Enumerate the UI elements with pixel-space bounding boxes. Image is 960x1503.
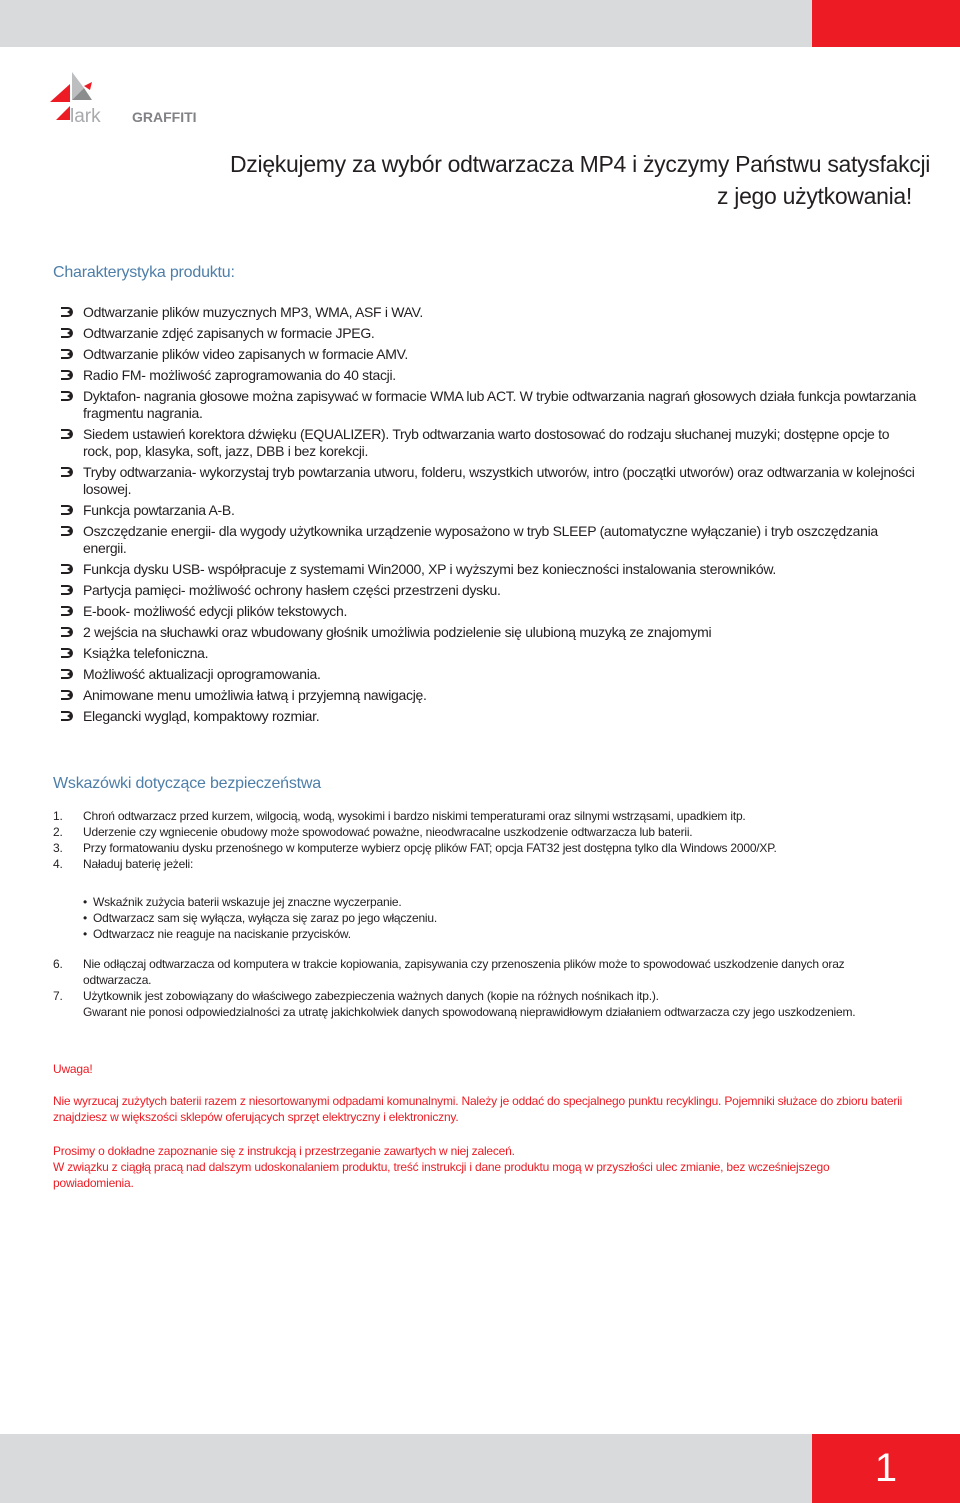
feature-text: Tryby odtwarzania- wykorzystaj tryb powtarzania utworu, folderu, wszystkich utworów, intro (początki utworów) oraz odtwarzania w kolejności losowej.	[83, 464, 915, 497]
arrow-bullet-icon	[58, 688, 74, 702]
lark-graffiti-logo	[48, 70, 238, 130]
safety-item: 2. Uderzenie czy wgniecenie obudowy może spowodować poważne, nieodwracalne uszkodzenie odtwarzacza lub baterii.	[53, 825, 693, 839]
feature-item	[58, 582, 918, 599]
svg-text:lark: lark	[70, 106, 101, 127]
thank-you-heading	[230, 148, 931, 212]
feature-text: Elegancki wygląd, kompaktowy rozmiar.	[83, 708, 320, 724]
arrow-bullet-icon	[58, 389, 74, 403]
feature-item	[58, 346, 918, 363]
arrow-bullet-icon	[58, 709, 74, 723]
header-red-band	[812, 0, 960, 47]
arrow-bullet-icon	[58, 604, 74, 618]
warning-paragraph-2: Prosimy o dokładne zapoznanie się z instrukcją i przestrzeganie zawartych w niej zaleceń.	[53, 1144, 515, 1158]
feature-item	[58, 645, 918, 662]
arrow-bullet-icon	[58, 427, 74, 441]
arrow-bullet-icon	[58, 646, 74, 660]
feature-item	[58, 367, 918, 384]
feature-text: E-book- możliwość edycji plików tekstowych.	[83, 603, 348, 619]
feature-text: Radio FM- możliwość zaprogramowania do 40 stacji.	[83, 367, 396, 383]
svg-text:GRAFFITI: GRAFFITI	[132, 109, 197, 125]
sub-bullet: • Odtwarzacz nie reaguje na naciskanie przycisków.	[83, 927, 351, 941]
feature-item	[58, 708, 918, 725]
heading-line-1: Dziękujemy za wybór odtwarzacza MP4 i życzymy Państwu satysfakcji	[230, 151, 931, 177]
battery-subbullets	[83, 894, 913, 942]
arrow-bullet-icon	[58, 524, 74, 538]
safety-title: Wskazówki dotyczące bezpieczeństwa	[53, 775, 321, 792]
feature-text: Partycja pamięci- możliwość ochrony hasłem części przestrzeni dysku.	[83, 582, 501, 598]
warning-title: Uwaga!	[53, 1062, 93, 1076]
arrow-bullet-icon	[58, 503, 74, 517]
footer-gray-band	[0, 1434, 812, 1503]
feature-text: Odtwarzanie plików video zapisanych w formacie AMV.	[83, 346, 409, 362]
feature-item	[58, 523, 918, 557]
features-title: Charakterystyka produktu:	[53, 264, 235, 281]
feature-item	[58, 464, 918, 498]
header-gray-band	[0, 0, 812, 47]
feature-item	[58, 666, 918, 683]
feature-item	[58, 687, 918, 704]
arrow-bullet-icon	[58, 562, 74, 576]
feature-text: Możliwość aktualizacji oprogramowania.	[83, 666, 321, 682]
safety-item: 7. Użytkownik jest zobowiązany do właściwego zabezpieczenia ważnych danych (kopie na różnych nośnikach itp.). Gwarant nie ponosi odpowiedzialności za utratę jakichkolwiek danych spowodowaną nieprawidłowym działaniem odtwarzacza czy jego uszkodzeniem.	[53, 989, 856, 1019]
feature-item	[58, 561, 918, 578]
feature-text: Odtwarzanie plików muzycznych MP3, WMA, ASF i WAV.	[83, 304, 424, 320]
feature-item	[58, 388, 918, 422]
feature-text: 2 wejścia na słuchawki oraz wbudowany głośnik umożliwia podzielenie się ulubioną muzyką ze znajomymi	[83, 624, 712, 640]
sub-bullet: • Odtwarzacz sam się wyłącza, wyłącza się zaraz po jego włączeniu.	[83, 911, 438, 925]
page-number: 1	[874, 1446, 898, 1490]
feature-text: Siedem ustawień korektora dźwięku (EQUALIZER). Tryb odtwarzania warto dostosować do rodzaju słuchanej muzyki; dostępne opcje to rock, pop, klasyka, soft, jazz, DBB i bez korekcji.	[83, 426, 890, 459]
safety-item: 4. Naładuj baterię jeżeli: • Wskaźnik zużycia baterii wskazuje jej znaczne wyczerpanie. • Odtwarzacz sam się wyłącza, wyłącza się zaraz po jego włączeniu. • Odtwarzacz nie reaguje na naciskanie przycisków.	[53, 856, 913, 942]
arrow-bullet-icon	[58, 465, 74, 479]
feature-text: Oszczędzanie energii- dla wygody użytkownika urządzenie wyposażono w tryb SLEEP (automatyczne wyłączanie) i tryb oszczędzania energii.	[83, 523, 878, 556]
safety-item: 6. Nie odłączaj odtwarzacza od komputera w trakcie kopiowania, zapisywania czy przenoszenia plików może to spowodować uszkodzenie danych oraz odtwarzacza.	[53, 957, 845, 987]
features-list	[58, 304, 918, 729]
arrow-bullet-icon	[58, 368, 74, 382]
heading-line-2: z jego użytkowania!	[716, 183, 912, 209]
arrow-bullet-icon	[58, 347, 74, 361]
arrow-bullet-icon	[58, 305, 74, 319]
feature-item	[58, 502, 918, 519]
guarantee-text: Gwarant nie ponosi odpowiedzialności za utratę jakichkolwiek danych spowodowaną nieprawidłowym działaniem odtwarzacza czy jego uszkodzeniem.	[83, 1005, 856, 1019]
feature-item	[58, 426, 918, 460]
safety-list	[53, 808, 913, 1020]
feature-text: Książka telefoniczna.	[83, 645, 209, 661]
safety-item: 3. Przy formatowaniu dysku przenośnego w komputerze wybierz opcję plików FAT; opcja FAT32 jest dostępna tylko dla Windows 2000/XP.	[53, 841, 777, 855]
feature-item	[58, 304, 918, 321]
feature-item	[58, 603, 918, 620]
warning-paragraph-3: W związku z ciągłą pracą nad dalszym udoskonalaniem produktu, treść instrukcji i dane produktu mogą w przyszłości ulec zmianie, bez wcześniejszego powiadomienia.	[53, 1160, 830, 1190]
arrow-bullet-icon	[58, 583, 74, 597]
arrow-bullet-icon	[58, 667, 74, 681]
feature-text: Dyktafon- nagrania głosowe można zapisywać w formacie WMA lub ACT. W trybie odtwarzania nagrań głosowych działa funkcja powtarzania fragmentu nagrania.	[83, 388, 916, 421]
feature-text: Funkcja dysku USB- współpracuje z systemami Win2000, XP i wyższymi bez konieczności instalowania sterowników.	[83, 561, 776, 577]
arrow-bullet-icon	[58, 326, 74, 340]
feature-text: Odtwarzanie zdjęć zapisanych w formacie JPEG.	[83, 325, 375, 341]
feature-item	[58, 624, 918, 641]
feature-item	[58, 325, 918, 342]
feature-text: Funkcja powtarzania A-B.	[83, 502, 235, 518]
sub-bullet: • Wskaźnik zużycia baterii wskazuje jej znaczne wyczerpanie.	[83, 895, 402, 909]
feature-text: Animowane menu umożliwia łatwą i przyjemną nawigację.	[83, 687, 427, 703]
safety-item: 1. Chroń odtwarzacz przed kurzem, wilgocią, wodą, wysokimi i bardzo niskimi temperaturami oraz silnymi wstrząsami, upadkiem itp.	[53, 809, 746, 823]
warning-paragraph-1: Nie wyrzucaj zużytych baterii razem z niesortowanymi odpadami komunalnymi. Należy je oddać do specjalnego punktu recyklingu. Pojemniki służace do zbioru baterii znajdziesz w większości sklepów oferujących sprzęt elektryczny i elektroniczny.	[53, 1094, 903, 1124]
arrow-bullet-icon	[58, 625, 74, 639]
